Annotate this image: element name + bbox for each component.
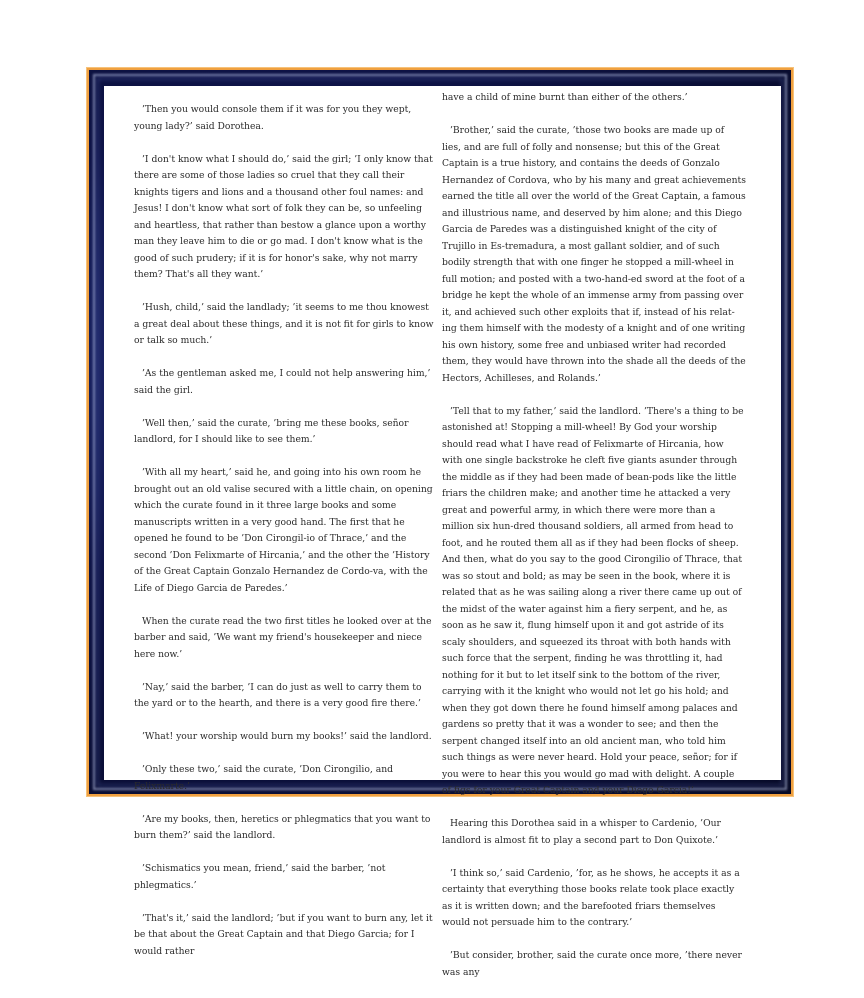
- book-page: [104, 86, 781, 978]
- right-column: [442, 90, 746, 998]
- paragraph: ’Are my books, then, heretics or phlegmatics that you want to burn them?’ said the landlord.: [134, 813, 431, 841]
- paragraph: ’With all my heart,’ said he, and going into his own room he brought out an old valise secured with a little chain, on opening which the curate found in it three large books and some manuscripts written in a very good hand. The first that he opened he found to be ’Don Cirongil-io of Thrace,’ and the second ’Don Felixmarte of Hircania,’ and the other the ’History of the Great Captain Gonzalo Hernandez de Cordo-va, with the Life of Diego Garcia de Paredes.’: [134, 467, 433, 594]
- paragraph: ’Schismatics you mean, friend,’ said the barber, ’not phlegmatics.’: [134, 863, 386, 891]
- paragraph: ’Only these two,’ said the curate, ’Don Cirongilio, and Felixmarte.’: [134, 764, 393, 792]
- paragraph: ’What! your worship would burn my books!’ said the landlord.: [142, 731, 432, 742]
- paragraph: ’That's it,’ said the landlord; ’but if you want to burn any, let it be that about the Great Captain and that Diego Garcia; for I would rather: [134, 912, 433, 957]
- paragraph: ’I don't know what I should do,’ said the girl; ’I only know that there are some of those ladies so cruel that they call their knights tigers and lions and a thousand other foul names: and Jesus! I don't know what sort of folk they can be, so unfeeling and heartless, that rather than bestow a glance upon a worthy man they leave him to die or go mad. I don't know what is the good of such prudery; if it is for honor's sake, why not marry them? That's all they want.’: [134, 153, 433, 280]
- paragraph-continued: have a child of mine burnt than either of the others.’: [442, 92, 688, 103]
- paragraph: ’Brother,’ said the curate, ’those two books are made up of lies, and are full of folly and nonsense; but this of the Great Captain is a true history, and contains the deeds of Gonzalo Hernandez of Cordova, who by his many and great achievements earned the title all over the world of the Great Captain, a famous and illustrious name, and deserved by him alone; and this Diego Garcia de Paredes was a distinguished knight of the city of Trujillo in Es-tremadura, a most gallant soldier, and of such bodily strength that with one finger he stopped a mill-wheel in full motion; and posted with a two-hand-ed sword at the foot of a bridge he kept the whole of an immense army from passing over it, and achieved such other exploits that if, instead of his relat-ing them himself with the modesty of a knight and of one writing his own history, some free and unbiased writer had recorded them, they would have thrown into the shade all the deeds of the Hectors, Achilleses, and Rolands.’: [442, 125, 746, 384]
- paragraph: ’Then you would console them if it was for you they wept, young lady?’ said Dorothea.: [134, 104, 412, 132]
- paragraph: Hearing this Dorothea said in a whisper to Cardenio, ’Our landlord is almost fit to play a second part to Don Quixote.’: [442, 818, 721, 846]
- paragraph: ’Nay,’ said the barber, ’I can do just as well to carry them to the yard or to the hearth, and there is a very good fire there.’: [134, 681, 422, 709]
- paragraph: When the curate read the two first titles he looked over at the barber and said, ’We want my friend's housekeeper and niece here now.’: [134, 615, 432, 660]
- left-column: [134, 102, 436, 977]
- paragraph: ’Well then,’ said the curate, ’bring me these books, señor landlord, for I should like to see them.’: [134, 417, 409, 445]
- paragraph: ’I think so,’ said Cardenio, ’for, as he shows, he accepts it as a certainty that everything those books relate took place exactly as it is written down; and the barefooted friars themselves would not persuade him to the contrary.’: [442, 867, 740, 928]
- paragraph: ’Tell that to my father,’ said the landlord. ’There's a thing to be astonished at! Stopping a mill-wheel! By God your worship should read what I have read of Felixmarte of Hircania, how with one single backstroke he cleft five giants asunder through the middle as if they had been made of bean-pods like the little friars the children make; and another time he attacked a very great and powerful army, in which there were more than a million six hun-dred thousand soldiers, all armed from head to foot, and he routed them all as if they had been flocks of sheep. And then, what do you say to the good Cirongilio of Thrace, that was so stout and bold; as may be seen in the book, where it is related that as he was sailing along a river there came up out of the midst of the water against him a fiery serpent, and he, as soon as he saw it, flung himself upon it and got astride of its scaly shoulders, and squeezed its throat with both hands with such force that the serpent, finding he was throttling it, had nothing for it but to let itself sink to the bottom of the river, carrying with it the knight who would not let go his hold; and when they got down there he found himself among palaces and gardens so pretty that it was a wonder to see; and then the serpent changed itself into an old ancient man, who told him such things as were never heard. Hold your peace, señor; for if you were to hear this you would go mad with delight. A couple of figs for your Great Captain and your Diego Garcia!’: [442, 405, 744, 796]
- paragraph: ’As the gentleman asked me, I could not help answering him,’ said the girl.: [134, 368, 431, 396]
- paragraph: ’But consider, brother, said the curate once more, ’there never was any: [442, 950, 742, 978]
- paragraph: ’Hush, child,’ said the landlady; ’it seems to me thou knowest a great deal about these things, and it is not fit for girls to know or talk so much.’: [134, 302, 434, 346]
